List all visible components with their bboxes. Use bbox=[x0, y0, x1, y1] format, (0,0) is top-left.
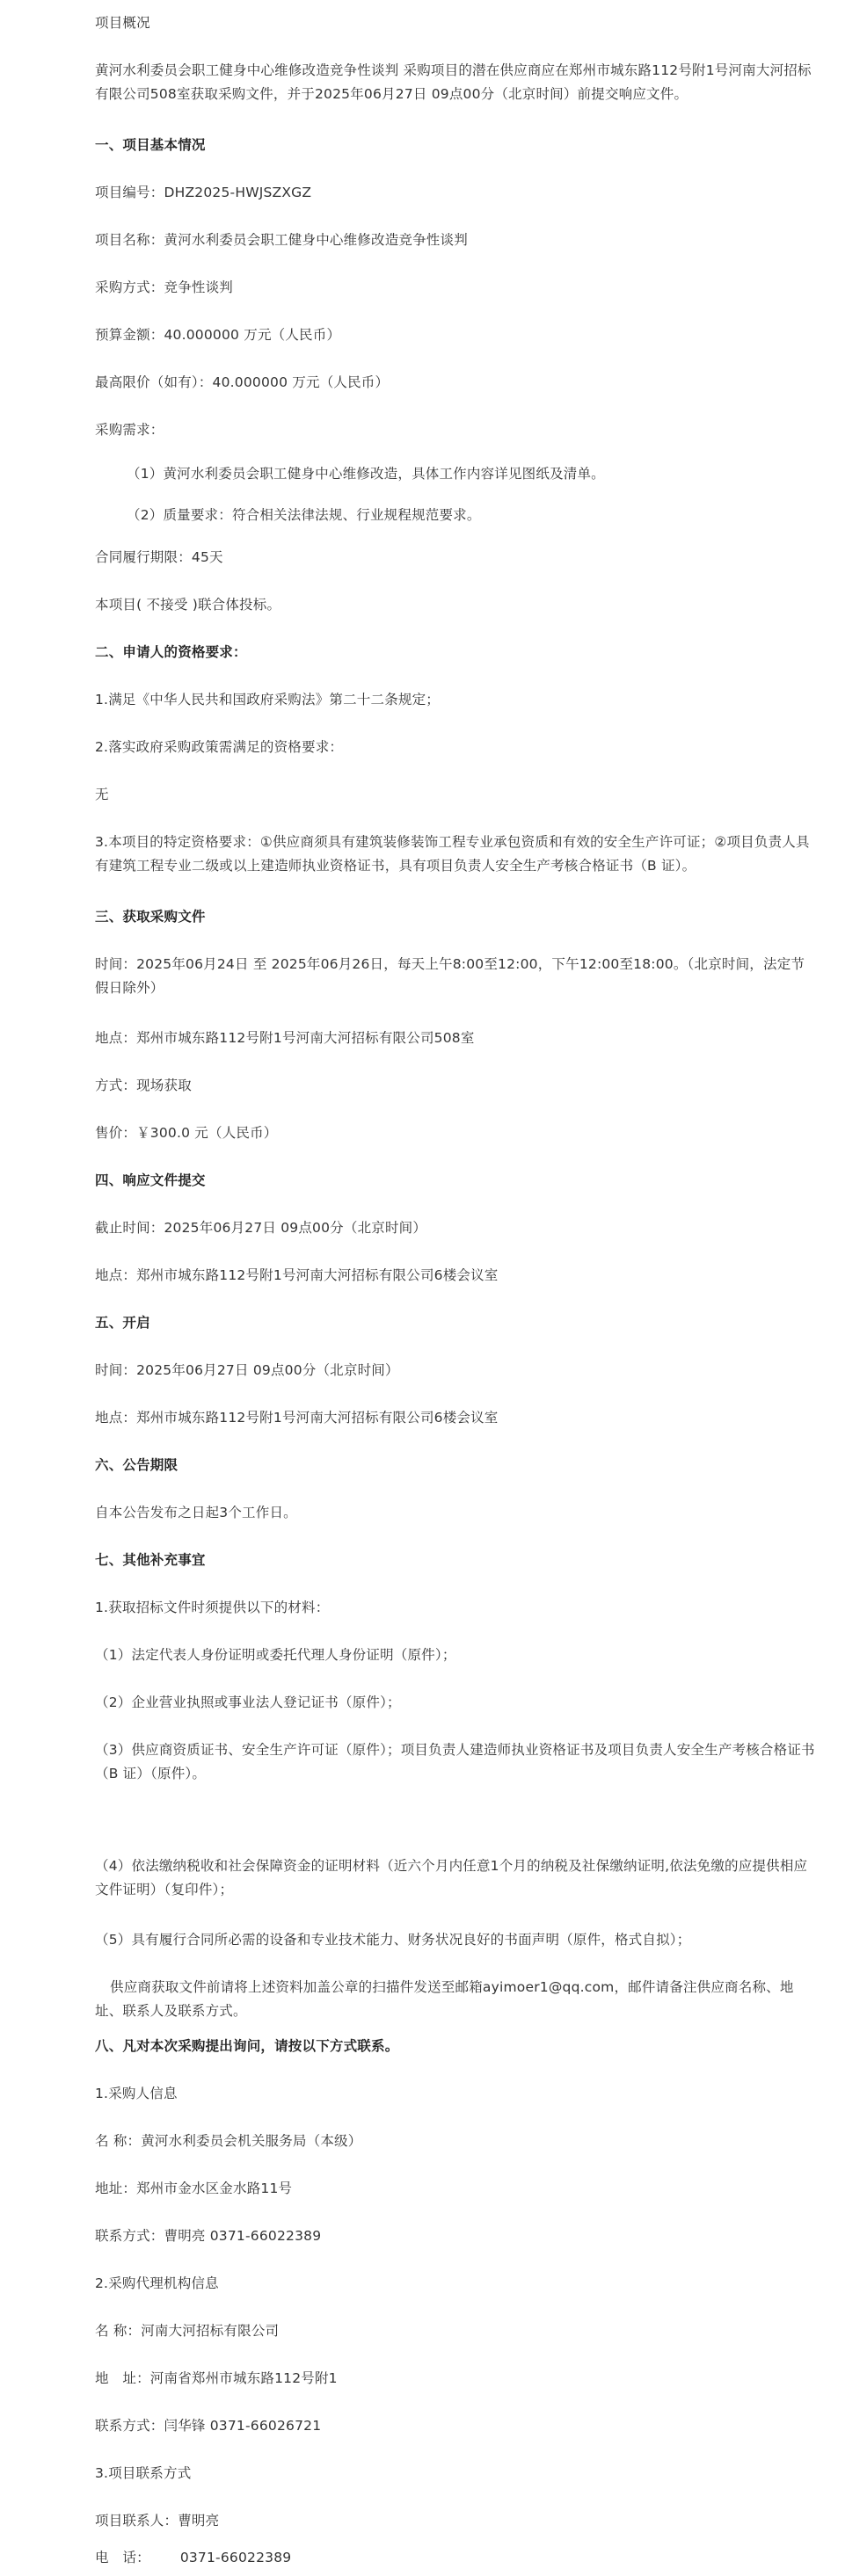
opening-place: 地点：郑州市城东路112号附1号河南大河招标有限公司6楼会议室 bbox=[95, 1410, 499, 1426]
buyer-info-title: 1.采购人信息 bbox=[95, 2086, 178, 2101]
agent-name: 名 称：河南大河招标有限公司 bbox=[95, 2323, 280, 2339]
submit-place: 地点：郑州市城东路112号附1号河南大河招标有限公司6楼会议室 bbox=[95, 1267, 499, 1283]
acquire-method: 方式：现场获取 bbox=[95, 1078, 192, 1093]
opening-time: 时间：2025年06月27日 09点00分（北京时间） bbox=[95, 1362, 399, 1378]
section-2-title: 二、申请人的资格要求： bbox=[95, 644, 247, 660]
section-5-title: 五、开启 bbox=[95, 1315, 150, 1331]
project-contact-title: 3.项目联系方式 bbox=[95, 2465, 192, 2481]
notice-period: 自本公告发布之日起3个工作日。 bbox=[95, 1505, 297, 1520]
acquire-place: 地点：郑州市城东路112号附1号河南大河招标有限公司508室 bbox=[95, 1030, 475, 1046]
agent-address: 地 址：河南省郑州市城东路112号附1 bbox=[95, 2370, 338, 2386]
qualification-1: 1.满足《中华人民共和国政府采购法》第二十二条规定； bbox=[95, 692, 440, 707]
extra-item-4: （4）依法缴纳税收和社会保障资金的证明材料（近六个月内任意1个月的纳税及社保缴纳证明,依法免缴的应提供相应文件证明）（复印件）； bbox=[95, 1858, 808, 1898]
section-4-title: 四、响应文件提交 bbox=[95, 1172, 206, 1188]
submit-deadline: 截止时间：2025年06月27日 09点00分（北京时间） bbox=[95, 1220, 427, 1236]
contract-period: 合同履行期限：45天 bbox=[95, 549, 223, 565]
budget-amount: 预算金额：40.000000 万元（人民币） bbox=[95, 327, 341, 343]
overview-title: 项目概况 bbox=[95, 15, 150, 31]
qualification-2-value: 无 bbox=[95, 787, 109, 802]
section-6-title: 六、公告期限 bbox=[95, 1457, 178, 1473]
document-price: 售价：￥300.0 元（人民币） bbox=[95, 1125, 278, 1141]
demand-item-2: （2）质量要求：符合相关法律法规、行业规程规范要求。 bbox=[127, 507, 481, 523]
extra-item-2: （2）企业营业执照或事业法人登记证书（原件）； bbox=[95, 1694, 401, 1710]
max-price: 最高限价（如有）：40.000000 万元（人民币） bbox=[95, 374, 390, 390]
section-1-title: 一、项目基本情况 bbox=[95, 137, 206, 153]
project-contact-phone-row bbox=[95, 2546, 816, 2570]
agent-contact: 联系方式：闫华锋 0371-66026721 bbox=[95, 2418, 322, 2434]
agent-info-title: 2.采购代理机构信息 bbox=[95, 2275, 219, 2291]
buyer-contact: 联系方式：曹明亮 0371-66022389 bbox=[95, 2228, 322, 2244]
consortium-note: 本项目( 不接受 )联合体投标。 bbox=[95, 597, 281, 613]
qualification-3: 3.本项目的特定资格要求：①供应商须具有建筑装修装饰工程专业承包资质和有效的安全生产许可证；②项目负责人具有建筑工程专业二级或以上建造师执业资格证书，具有项目负责人安全生产考核合格证书（B 证）。 bbox=[95, 834, 810, 874]
extra-intro: 1.获取招标文件时须提供以下的材料： bbox=[95, 1600, 330, 1615]
phone-label: 电 话： bbox=[95, 2550, 150, 2565]
procurement-method: 采购方式：竞争性谈判 bbox=[95, 279, 234, 295]
extra-item-3: （3）供应商资质证书、安全生产许可证（原件）；项目负责人建造师执业资格证书及项目负责人安全生产考核合格证书（B 证）（原件）。 bbox=[95, 1742, 815, 1781]
demand-label: 采购需求： bbox=[95, 422, 164, 438]
extra-note-email: 供应商获取文件前请将上述资料加盖公章的扫描件发送至邮箱ayimoer1@qq.com，邮件请备注供应商名称、地址、联系人及联系方式。 bbox=[95, 1979, 794, 2019]
extra-item-5: （5）具有履行合同所必需的设备和专业技术能力、财务状况良好的书面声明（原件，格式自拟）； bbox=[95, 1932, 691, 1948]
qualification-2: 2.落实政府采购政策需满足的资格要求： bbox=[95, 739, 344, 755]
section-3-title: 三、获取采购文件 bbox=[95, 909, 206, 925]
project-contact-person: 项目联系人：曹明亮 bbox=[95, 2513, 220, 2529]
extra-item-1: （1）法定代表人身份证明或委托代理人身份证明（原件）； bbox=[95, 1647, 456, 1663]
buyer-name: 名 称：黄河水利委员会机关服务局（本级） bbox=[95, 2133, 362, 2149]
overview-text: 黄河水利委员会职工健身中心维修改造竞争性谈判 采购项目的潜在供应商应在郑州市城东路112号附1号河南大河招标有限公司508室获取采购文件，并于2025年06月27日 09点00分（北京时间）前提交响应文件。 bbox=[95, 62, 812, 102]
phone-number: 0371-66022389 bbox=[179, 2550, 292, 2565]
section-7-title: 七、其他补充事宜 bbox=[95, 1552, 206, 1568]
acquire-time: 时间：2025年06月24日 至 2025年06月26日，每天上午8:00至12:00，下午12:00至18:00。（北京时间，法定节假日除外） bbox=[95, 956, 805, 996]
demand-item-1: （1）黄河水利委员会职工健身中心维修改造，具体工作内容详见图纸及清单。 bbox=[127, 466, 605, 482]
buyer-address: 地址：郑州市金水区金水路11号 bbox=[95, 2181, 293, 2196]
project-name: 项目名称：黄河水利委员会职工健身中心维修改造竞争性谈判 bbox=[95, 232, 468, 248]
project-number: 项目编号：DHZ2025-HWJSZXGZ bbox=[95, 185, 312, 200]
section-8-title: 八、凡对本次采购提出询问，请按以下方式联系。 bbox=[95, 2038, 399, 2054]
